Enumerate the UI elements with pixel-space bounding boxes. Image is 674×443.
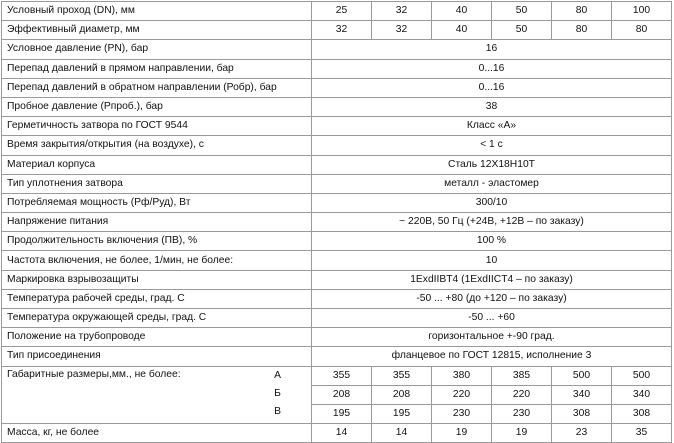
table-row <box>2 366 672 385</box>
value-cell: 0...16 <box>312 59 672 78</box>
value-cell: 23 <box>552 424 612 443</box>
table-row <box>2 424 672 443</box>
value-cell: 32 <box>372 21 432 40</box>
table-row <box>2 193 672 212</box>
row-label: Время закрытия/открытия (на воздухе), с <box>2 136 312 155</box>
table-row <box>2 213 672 232</box>
row-label: Маркировка взрывозащиты <box>2 270 312 289</box>
value-cell: Класс «А» <box>312 117 672 136</box>
value-cell: 16 <box>312 40 672 59</box>
value-cell: -50 ... +80 (до +120 – по заказу) <box>312 289 672 308</box>
row-label: Пробное давление (Рпроб.), бар <box>2 97 312 116</box>
table-row <box>2 309 672 328</box>
value-cell: 19 <box>432 424 492 443</box>
table-row <box>2 174 672 193</box>
value-cell: 195 <box>312 404 372 423</box>
table-row <box>2 136 672 155</box>
value-cell: 1ExdIIBT4 (1ExdIICT4 – по заказу) <box>312 270 672 289</box>
table-row <box>2 78 672 97</box>
row-label: Частота включения, не более, 1/мин, не более: <box>2 251 312 270</box>
value-cell: 208 <box>372 385 432 404</box>
row-label: Герметичность затвора по ГОСТ 9544 <box>2 117 312 136</box>
table-row <box>2 117 672 136</box>
value-cell: 80 <box>612 21 672 40</box>
table-row <box>2 59 672 78</box>
value-cell: 50 <box>492 21 552 40</box>
dim-letter: Б <box>274 387 281 399</box>
value-cell: 100 <box>612 2 672 21</box>
row-label: Потребляемая мощность (Рф/Руд), Вт <box>2 193 312 212</box>
spec-table <box>1 1 672 443</box>
value-cell: 32 <box>312 21 372 40</box>
row-label: Эффективный диаметр, мм <box>2 21 312 40</box>
value-cell: Сталь 12Х18Н10Т <box>312 155 672 174</box>
table-row <box>2 2 672 21</box>
value-cell: 25 <box>312 2 372 21</box>
table-row <box>2 97 672 116</box>
row-label: Условное давление (PN), бар <box>2 40 312 59</box>
value-cell: 220 <box>492 385 552 404</box>
row-label: Перепад давлений в прямом направлении, бар <box>2 59 312 78</box>
dims-label: Габаритные размеры,мм., не более: <box>7 368 181 380</box>
value-cell: 220 <box>432 385 492 404</box>
value-cell: 208 <box>312 385 372 404</box>
value-cell: 14 <box>312 424 372 443</box>
value-cell: горизонтальное +-90 град. <box>312 328 672 347</box>
value-cell: 80 <box>552 2 612 21</box>
value-cell: -50 ... +60 <box>312 309 672 328</box>
dim-letter: А <box>274 369 281 381</box>
value-cell: фланцевое по ГОСТ 12815, исполнение 3 <box>312 347 672 366</box>
value-cell: 14 <box>372 424 432 443</box>
row-label: Тип уплотнения затвора <box>2 174 312 193</box>
value-cell: 38 <box>312 97 672 116</box>
dim-letter: В <box>274 405 281 417</box>
value-cell: 19 <box>492 424 552 443</box>
row-label: Масса, кг, не более <box>2 424 312 443</box>
value-cell: 32 <box>372 2 432 21</box>
value-cell: 300/10 <box>312 193 672 212</box>
row-label: Температура рабочей среды, град. С <box>2 289 312 308</box>
row-label: Положение на трубопроводе <box>2 328 312 347</box>
value-cell: 355 <box>372 366 432 385</box>
value-cell: 500 <box>552 366 612 385</box>
table-row <box>2 232 672 251</box>
row-label: Перепад давлений в обратном направлении (Робр), бар <box>2 78 312 97</box>
table-row <box>2 270 672 289</box>
value-cell: ~ 220В, 50 Гц (+24В, +12В – по заказу) <box>312 213 672 232</box>
value-cell: 40 <box>432 21 492 40</box>
value-cell: 195 <box>372 404 432 423</box>
value-cell: 100 % <box>312 232 672 251</box>
value-cell: 340 <box>552 385 612 404</box>
table-row <box>2 328 672 347</box>
value-cell: 308 <box>612 404 672 423</box>
value-cell: 50 <box>492 2 552 21</box>
value-cell: 380 <box>432 366 492 385</box>
value-cell: 340 <box>612 385 672 404</box>
value-cell: 80 <box>552 21 612 40</box>
row-label: Температура окружающей среды, град. С <box>2 309 312 328</box>
row-label: Продолжительность включения (ПВ), % <box>2 232 312 251</box>
value-cell: 35 <box>612 424 672 443</box>
row-label: Материал корпуса <box>2 155 312 174</box>
table-row <box>2 155 672 174</box>
value-cell: 308 <box>552 404 612 423</box>
value-cell: 0...16 <box>312 78 672 97</box>
value-cell: 40 <box>432 2 492 21</box>
table-row <box>2 40 672 59</box>
value-cell: 355 <box>312 366 372 385</box>
row-label: Напряжение питания <box>2 213 312 232</box>
table-row <box>2 251 672 270</box>
value-cell: 10 <box>312 251 672 270</box>
table-row <box>2 21 672 40</box>
row-label: Условный проход (DN), мм <box>2 2 312 21</box>
value-cell: 500 <box>612 366 672 385</box>
row-label: Тип присоединения <box>2 347 312 366</box>
value-cell: 230 <box>492 404 552 423</box>
value-cell: металл - эластомер <box>312 174 672 193</box>
dims-label-cell <box>2 366 312 424</box>
value-cell: 385 <box>492 366 552 385</box>
table-row <box>2 347 672 366</box>
table-row <box>2 289 672 308</box>
value-cell: 230 <box>432 404 492 423</box>
value-cell: < 1 с <box>312 136 672 155</box>
